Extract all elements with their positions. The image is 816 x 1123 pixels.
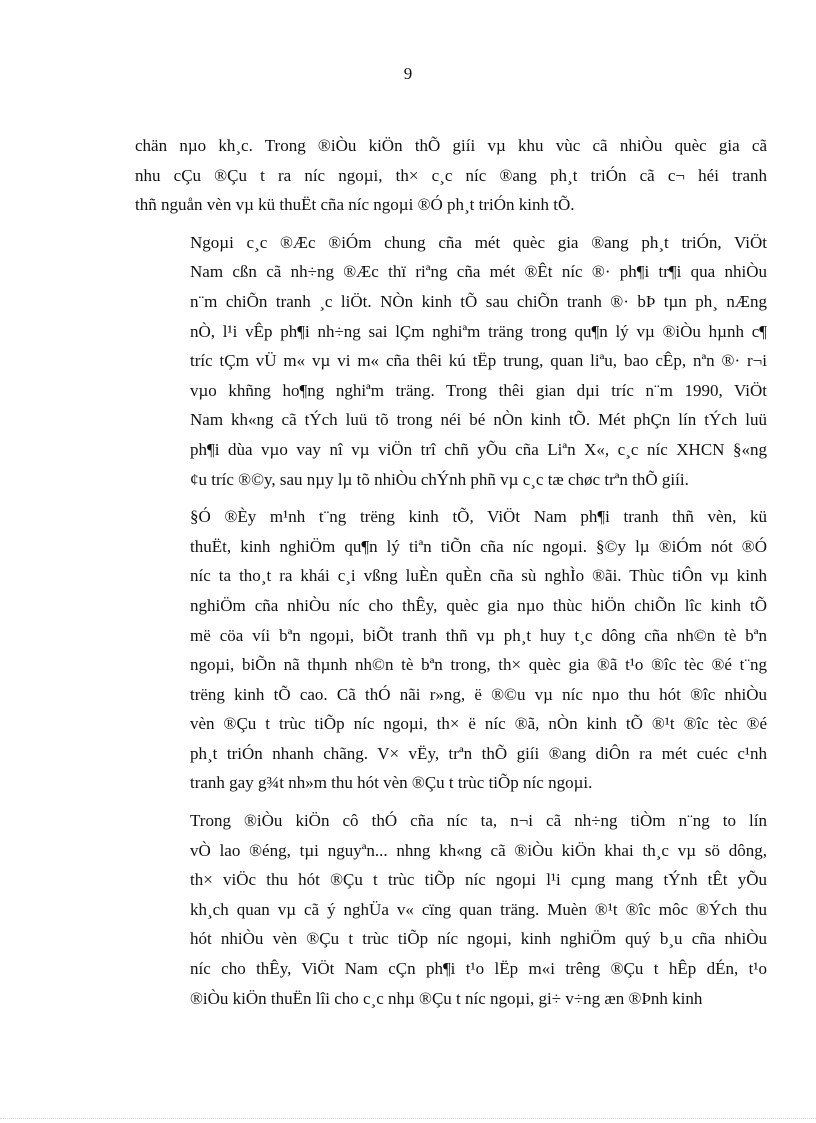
text-line: vµo khñng ho¶ng nghiªm träng. Trong thêi gian dµi tríc n¨m 1990, ViÖt bbox=[190, 380, 767, 400]
text-line: Nam kh«ng cã tÝch luü tõ trong néi bé nÒn kinh tÕ. Mét phÇn lín tÝch luü bbox=[190, 410, 767, 430]
paragraph bbox=[135, 131, 767, 220]
text-line: tranh gay g¾t nh»m thu hót vèn ®Çu t trùc tiÕp níc ngoµi. bbox=[190, 773, 593, 793]
text-line: ph¶i dùa vµo vay nî vµ viÖn trî chñ yÕu cña Liªn X«, c¸c níc XHCN §«ng bbox=[190, 439, 767, 459]
text-line: ph¸t triÓn nhanh chãng. V× vËy, trªn thÕ giíi ®ang diÔn ra mét cuéc c¹nh bbox=[190, 743, 767, 763]
text-line: nÒ, l¹i vÊp ph¶i nh÷ng sai lÇm nghiªm träng trong qu¶n lý vµ ®iÒu hµnh c¶ bbox=[190, 321, 767, 341]
text-line: th× viÖc thu hót ®Çu t trùc tiÕp níc ngoµi l¹i cµng mang tÝnh tÊt yÕu bbox=[190, 870, 767, 890]
text-line: §Ó ®Èy m¹nh t¨ng trëng kinh tÕ, ViÖt Nam ph¶i tranh thñ vèn, kü bbox=[190, 507, 767, 527]
text-line: tríc tÇm vÜ m« vµ vi m« cña thêi kú tËp trung, quan liªu, bao cÊp, nªn ®· r¬i bbox=[190, 351, 767, 371]
text-line: nhu cÇu ®Çu t ra níc ngoµi, th× c¸c níc ®ang ph¸t triÓn cã c¬ héi tranh bbox=[135, 165, 767, 185]
text-line: vÒ lao ®éng, tµi nguyªn... nhng kh«ng cã ®iÒu kiÖn khai th¸c vµ sö dông, bbox=[190, 840, 767, 860]
page-number: 9 bbox=[403, 64, 413, 83]
text-line: kh¸ch quan vµ cã ý nghÜa v« cïng quan träng. Muèn ®¹t ®îc môc ®Ých thu bbox=[190, 899, 767, 919]
text-line: thuËt, kinh nghiÖm qu¶n lý tiªn tiÕn cña níc ngoµi. §©y lµ ®iÓm nót ®Ó bbox=[190, 536, 767, 556]
paragraph bbox=[135, 806, 767, 1013]
footer-divider bbox=[0, 1118, 816, 1119]
text-line: më cöa víi bªn ngoµi, biÕt tranh thñ vµ ph¸t huy t¸c dông cña nh©n tè bªn bbox=[190, 625, 767, 645]
paragraph bbox=[135, 502, 767, 798]
text-line: ngoµi, biÕn nã thµnh nh©n tè bªn trong, th× quèc gia ®ã t¹o ®îc tèc ®é t¨ng bbox=[190, 655, 767, 675]
text-line: Nam cßn cã nh÷ng ®Æc thï riªng cña mét ®Êt níc ®· ph¶i tr¶i qua nhiÒu bbox=[190, 262, 767, 282]
text-line: níc ta tho¸t ra khái c¸i vßng luÈn quÈn cña sù nghÌo ®ãi. Thùc tiÔn vµ kinh bbox=[190, 566, 767, 586]
text-line: Trong ®iÒu kiÖn cô thÓ cña níc ta, n¬i cã nh÷ng tiÒm n¨ng to lín bbox=[190, 811, 767, 831]
body-text bbox=[135, 131, 767, 1021]
paragraph bbox=[135, 228, 767, 494]
text-line: Ngoµi c¸c ®Æc ®iÓm chung cña mét quèc gia ®ang ph¸t triÓn, ViÖt bbox=[190, 232, 767, 252]
text-line: vèn ®Çu t trùc tiÕp níc ngoµi, th× ë níc ®ã, nÒn kinh tÕ ®¹t ®îc tèc ®é bbox=[190, 714, 767, 734]
text-line: thñ nguån vèn vµ kü thuËt cña níc ngoµi ®Ó ph¸t triÓn kinh tÕ. bbox=[135, 195, 575, 215]
text-line: nghiÖm cña nhiÒu níc cho thÊy, quèc gia nµo thùc hiÖn chiÕn lîc kinh tÕ bbox=[190, 595, 767, 615]
text-line: trëng kinh tÕ cao. Cã thÓ nãi r»ng, ë ®©u vµ níc nµo thu hót ®îc nhiÒu bbox=[190, 684, 767, 704]
text-line: ¢u tríc ®©y, sau nµy lµ tõ nhiÒu chÝnh phñ vµ c¸c tæ chøc trªn thÕ giíi. bbox=[190, 469, 689, 489]
text-line: hót nhiÒu vèn ®Çu t trùc tiÕp níc ngoµi, kinh nghiÖm quý b¸u cña nhiÒu bbox=[190, 929, 767, 949]
text-line: n¨m chiÕn tranh ¸c liÖt. NÒn kinh tÕ sau chiÕn tranh ®· bÞ tµn ph¸ nÆng bbox=[190, 291, 767, 311]
text-line: níc cho thÊy, ViÖt Nam cÇn ph¶i t¹o lËp m«i trêng ®Çu t hÊp dÉn, t¹o bbox=[190, 959, 767, 979]
text-line: ®iÒu kiÖn thuËn lîi cho c¸c nhµ ®Çu t níc ngoµi, gi÷ v÷ng æn ®Þnh kinh bbox=[190, 988, 703, 1008]
text-line: chän nµo kh¸c. Trong ®iÒu kiÖn thÕ giíi vµ khu vùc cã nhiÒu quèc gia cã bbox=[135, 136, 767, 155]
